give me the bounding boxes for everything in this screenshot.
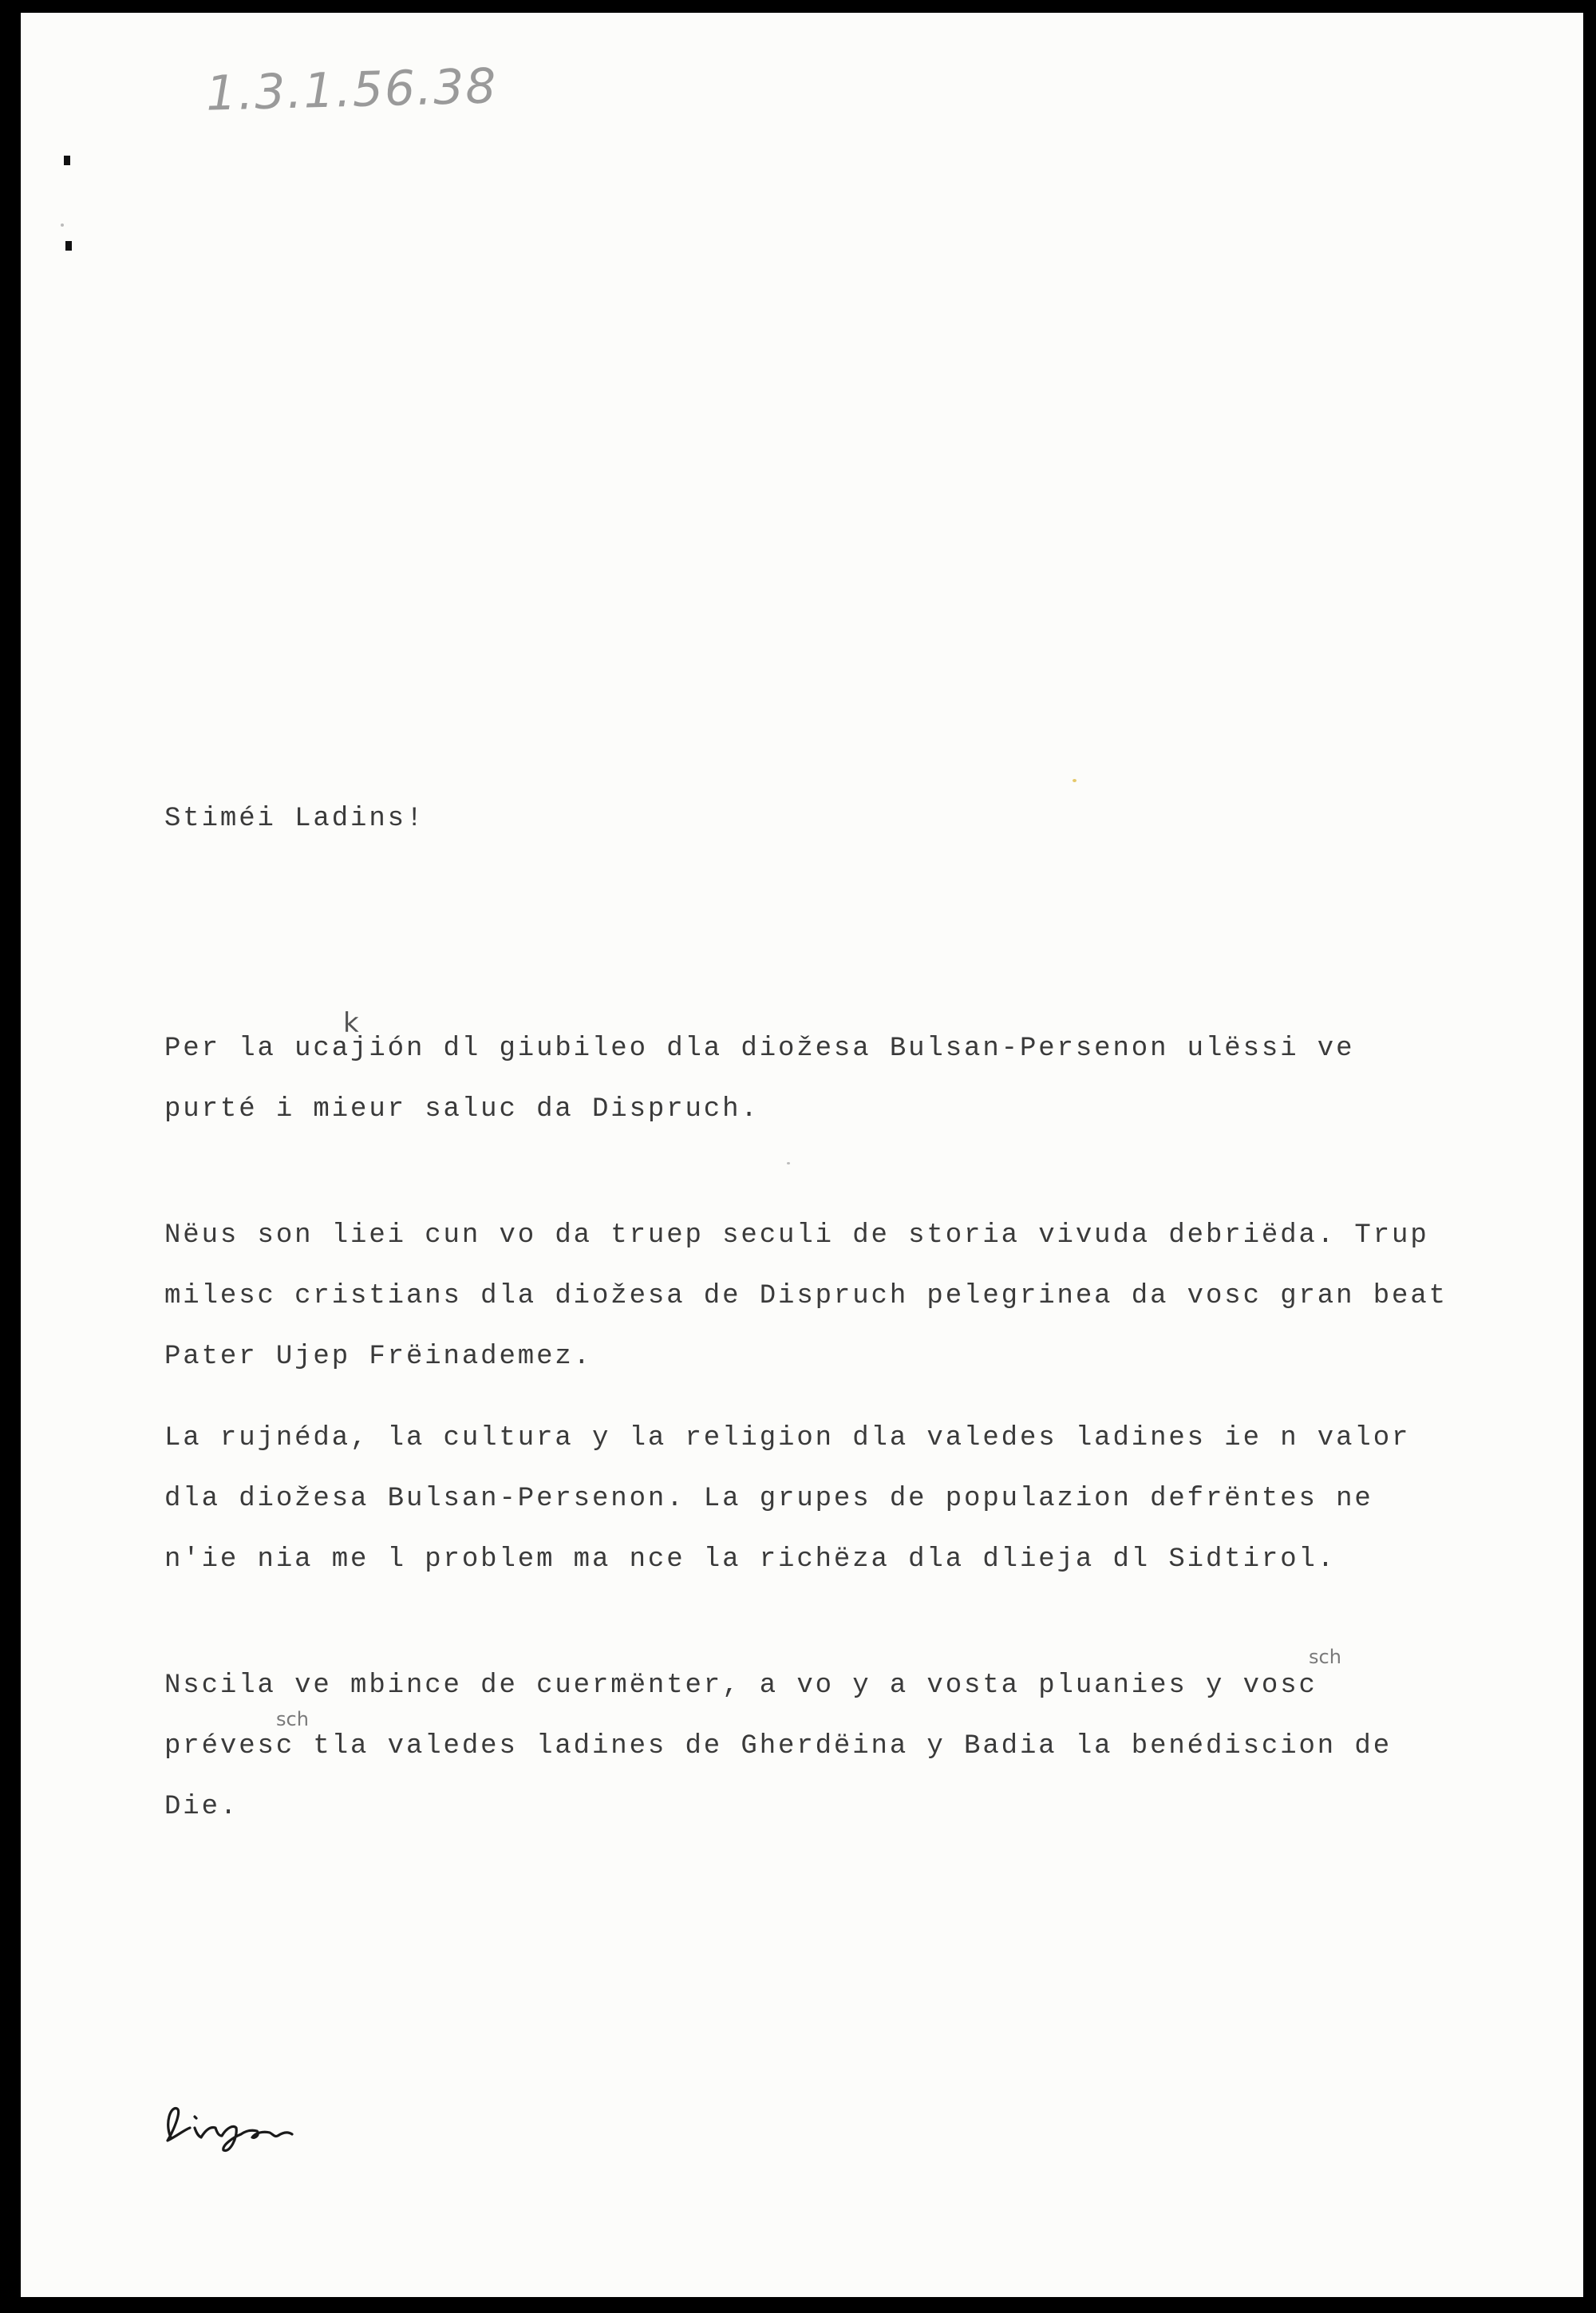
- body-line-9: Nscila ve mbince de cuermënter, a vo y a vosta pluanies y vosc: [164, 1670, 1317, 1701]
- paper-speck: [1073, 779, 1077, 782]
- body-line-7: dla diožesa Bulsan-Persenon. La grupes de populazion defrëntes ne: [164, 1484, 1373, 1514]
- paper-speck: [787, 1162, 790, 1164]
- greeting: Stiméi Ladins!: [164, 804, 425, 834]
- paper-speck: [61, 223, 64, 227]
- body-line-3: Nëus son liei cun vo da truep seculi de storia vivuda debriëda. Trup: [164, 1220, 1429, 1251]
- body-line-1: Per la ucajión dl giubileo dla diožesa Bulsan-Persenon ulëssi ve: [164, 1034, 1355, 1064]
- archive-number: 1.3.1.56.38: [205, 58, 499, 122]
- letter-sheet: [21, 13, 1583, 2297]
- body-line-4: milesc cristians dla diožesa de Dispruch pelegrinea da vosc gran beat: [164, 1281, 1448, 1311]
- body-line-5: Pater Ujep Frëinademez.: [164, 1342, 592, 1372]
- body-line-2: purté i mieur saluc da Dispruch.: [164, 1094, 760, 1125]
- body-line-6: La rujnéda, la cultura y la religion dla valedes ladines ie n valor: [164, 1423, 1411, 1453]
- body-line-11: Die.: [164, 1792, 239, 1822]
- handwritten-correction-k: k: [343, 1007, 359, 1039]
- punch-mark-top: [64, 156, 70, 165]
- handwritten-correction-sch: sch: [276, 1708, 309, 1730]
- body-line-10: prévesc tla valedes ladines de Gherdëina y Badia la benédiscion de: [164, 1731, 1393, 1761]
- body-line-8: n'ie nia me l problem ma nce la richëza dla dlieja dl Sidtirol.: [164, 1544, 1337, 1575]
- handwritten-signature: [153, 2088, 337, 2160]
- handwritten-correction-sch: sch: [1309, 1646, 1341, 1668]
- punch-mark-bottom: [65, 241, 72, 251]
